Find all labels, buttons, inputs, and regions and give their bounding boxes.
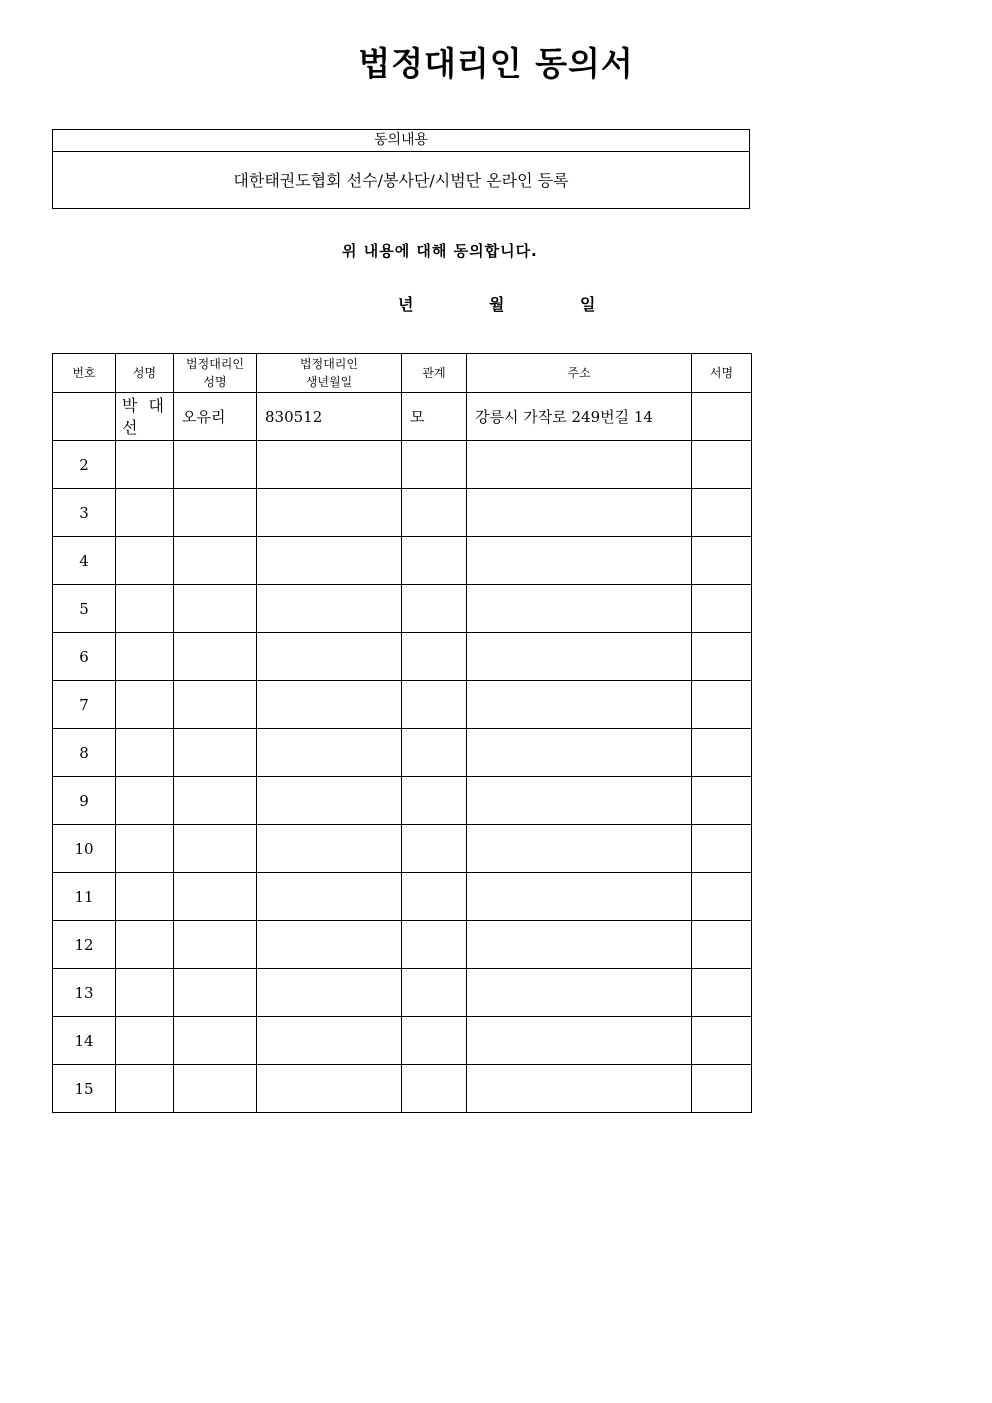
cell-guardian-birth [257, 825, 402, 873]
cell-guardian-name [174, 969, 257, 1017]
cell-name [116, 585, 174, 633]
header-guardian-name [174, 354, 257, 393]
table-row [53, 441, 752, 489]
date-year-label: 년 [398, 295, 414, 314]
cell-no: 10 [53, 825, 116, 873]
cell-address [467, 633, 692, 681]
header-guardian-name-line2: 성명 [203, 375, 227, 389]
cell-name [116, 489, 174, 537]
cell-address [467, 489, 692, 537]
cell-guardian-birth [257, 1065, 402, 1113]
cell-name [116, 1065, 174, 1113]
cell-address [467, 969, 692, 1017]
cell-name [116, 633, 174, 681]
cell-guardian-name [174, 489, 257, 537]
header-no: 번호 [53, 354, 116, 393]
cell-guardian-birth [257, 777, 402, 825]
cell-signature [692, 441, 752, 489]
table-row [53, 633, 752, 681]
cell-signature [692, 489, 752, 537]
cell-signature [692, 1017, 752, 1065]
cell-relation [402, 441, 467, 489]
agree-statement: 위 내용에 대해 동의합니다. [342, 242, 538, 260]
cell-no: 12 [53, 921, 116, 969]
cell-address [467, 1065, 692, 1113]
cell-guardian-name [174, 537, 257, 585]
document-title: 법정대리인 동의서 [358, 44, 634, 83]
cell-address [467, 585, 692, 633]
date-month-label: 월 [489, 295, 505, 314]
cell-guardian-name [174, 729, 257, 777]
cell-guardian-name [174, 825, 257, 873]
cell-relation [402, 969, 467, 1017]
header-guardian-birth [257, 354, 402, 393]
cell-name [116, 777, 174, 825]
cell-name [116, 873, 174, 921]
cell-signature [692, 777, 752, 825]
table-header-row [53, 354, 752, 393]
consent-content-box [52, 129, 750, 209]
header-name: 성명 [116, 354, 174, 393]
consent-content: 대한태권도협회 선수/봉사단/시범단 온라인 등록 [233, 171, 569, 190]
cell-no [53, 393, 116, 441]
table-body [53, 393, 752, 1113]
cell-signature [692, 681, 752, 729]
cell-name [116, 1017, 174, 1065]
table-row [53, 921, 752, 969]
cell-guardian-birth [257, 441, 402, 489]
cell-signature [692, 825, 752, 873]
cell-guardian-name [174, 1017, 257, 1065]
header-guardian-name-line1: 법정대리인 [186, 357, 244, 371]
cell-signature [692, 1065, 752, 1113]
cell-name [116, 729, 174, 777]
table-row [53, 537, 752, 585]
table-row [53, 969, 752, 1017]
cell-signature [692, 729, 752, 777]
cell-no: 7 [53, 681, 116, 729]
cell-guardian-name: 오유리 [174, 393, 257, 441]
header-signature: 서명 [692, 354, 752, 393]
cell-address [467, 681, 692, 729]
cell-address [467, 729, 692, 777]
cell-address [467, 825, 692, 873]
cell-address [467, 537, 692, 585]
table-row [53, 681, 752, 729]
cell-guardian-birth [257, 537, 402, 585]
table-row [53, 1017, 752, 1065]
cell-relation [402, 729, 467, 777]
cell-signature [692, 585, 752, 633]
cell-no: 4 [53, 537, 116, 585]
table-row [53, 825, 752, 873]
cell-guardian-birth [257, 729, 402, 777]
cell-relation [402, 873, 467, 921]
cell-signature [692, 633, 752, 681]
cell-name [116, 825, 174, 873]
cell-name [116, 681, 174, 729]
cell-relation [402, 825, 467, 873]
cell-guardian-name [174, 441, 257, 489]
cell-guardian-name [174, 873, 257, 921]
header-guardian-birth-line1: 법정대리인 [300, 357, 358, 371]
cell-relation [402, 633, 467, 681]
cell-name [116, 537, 174, 585]
cell-guardian-birth [257, 1017, 402, 1065]
cell-no: 6 [53, 633, 116, 681]
cell-signature [692, 537, 752, 585]
cell-no: 13 [53, 969, 116, 1017]
cell-relation [402, 1017, 467, 1065]
cell-guardian-birth [257, 489, 402, 537]
cell-guardian-name [174, 585, 257, 633]
cell-guardian-name [174, 1065, 257, 1113]
table-row [53, 393, 752, 441]
cell-name [116, 921, 174, 969]
cell-name: 박 대 선 [116, 393, 174, 441]
date-day-label: 일 [580, 295, 596, 314]
cell-relation [402, 537, 467, 585]
header-guardian-birth-line2: 생년월일 [305, 375, 353, 389]
cell-relation [402, 681, 467, 729]
table-row [53, 585, 752, 633]
table-row [53, 489, 752, 537]
cell-guardian-name [174, 681, 257, 729]
cell-address [467, 873, 692, 921]
cell-signature [692, 873, 752, 921]
header-relation: 관계 [402, 354, 467, 393]
cell-signature [692, 921, 752, 969]
cell-no: 8 [53, 729, 116, 777]
cell-guardian-birth [257, 969, 402, 1017]
cell-guardian-birth [257, 585, 402, 633]
cell-guardian-name [174, 777, 257, 825]
header-address: 주소 [467, 354, 692, 393]
cell-no: 5 [53, 585, 116, 633]
cell-guardian-birth [257, 681, 402, 729]
cell-no: 9 [53, 777, 116, 825]
cell-relation: 모 [402, 393, 467, 441]
cell-relation [402, 777, 467, 825]
cell-name [116, 441, 174, 489]
cell-signature [692, 969, 752, 1017]
cell-relation [402, 585, 467, 633]
guardian-consent-table [52, 353, 752, 1113]
cell-address [467, 777, 692, 825]
cell-guardian-birth [257, 921, 402, 969]
cell-guardian-name [174, 921, 257, 969]
cell-guardian-birth: 830512 [257, 393, 402, 441]
table-row [53, 873, 752, 921]
cell-guardian-birth [257, 633, 402, 681]
cell-address [467, 1017, 692, 1065]
consent-header: 동의내용 [53, 130, 749, 152]
cell-no: 11 [53, 873, 116, 921]
table-row [53, 729, 752, 777]
table-row [53, 1065, 752, 1113]
cell-relation [402, 1065, 467, 1113]
cell-guardian-name [174, 633, 257, 681]
cell-name [116, 969, 174, 1017]
cell-guardian-birth [257, 873, 402, 921]
cell-no: 15 [53, 1065, 116, 1113]
table-row [53, 777, 752, 825]
cell-address [467, 921, 692, 969]
cell-no: 3 [53, 489, 116, 537]
cell-relation [402, 921, 467, 969]
cell-no: 2 [53, 441, 116, 489]
cell-relation [402, 489, 467, 537]
cell-address: 강릉시 가작로 249번길 14 [467, 393, 692, 441]
cell-signature [692, 393, 752, 441]
cell-address [467, 441, 692, 489]
cell-no: 14 [53, 1017, 116, 1065]
